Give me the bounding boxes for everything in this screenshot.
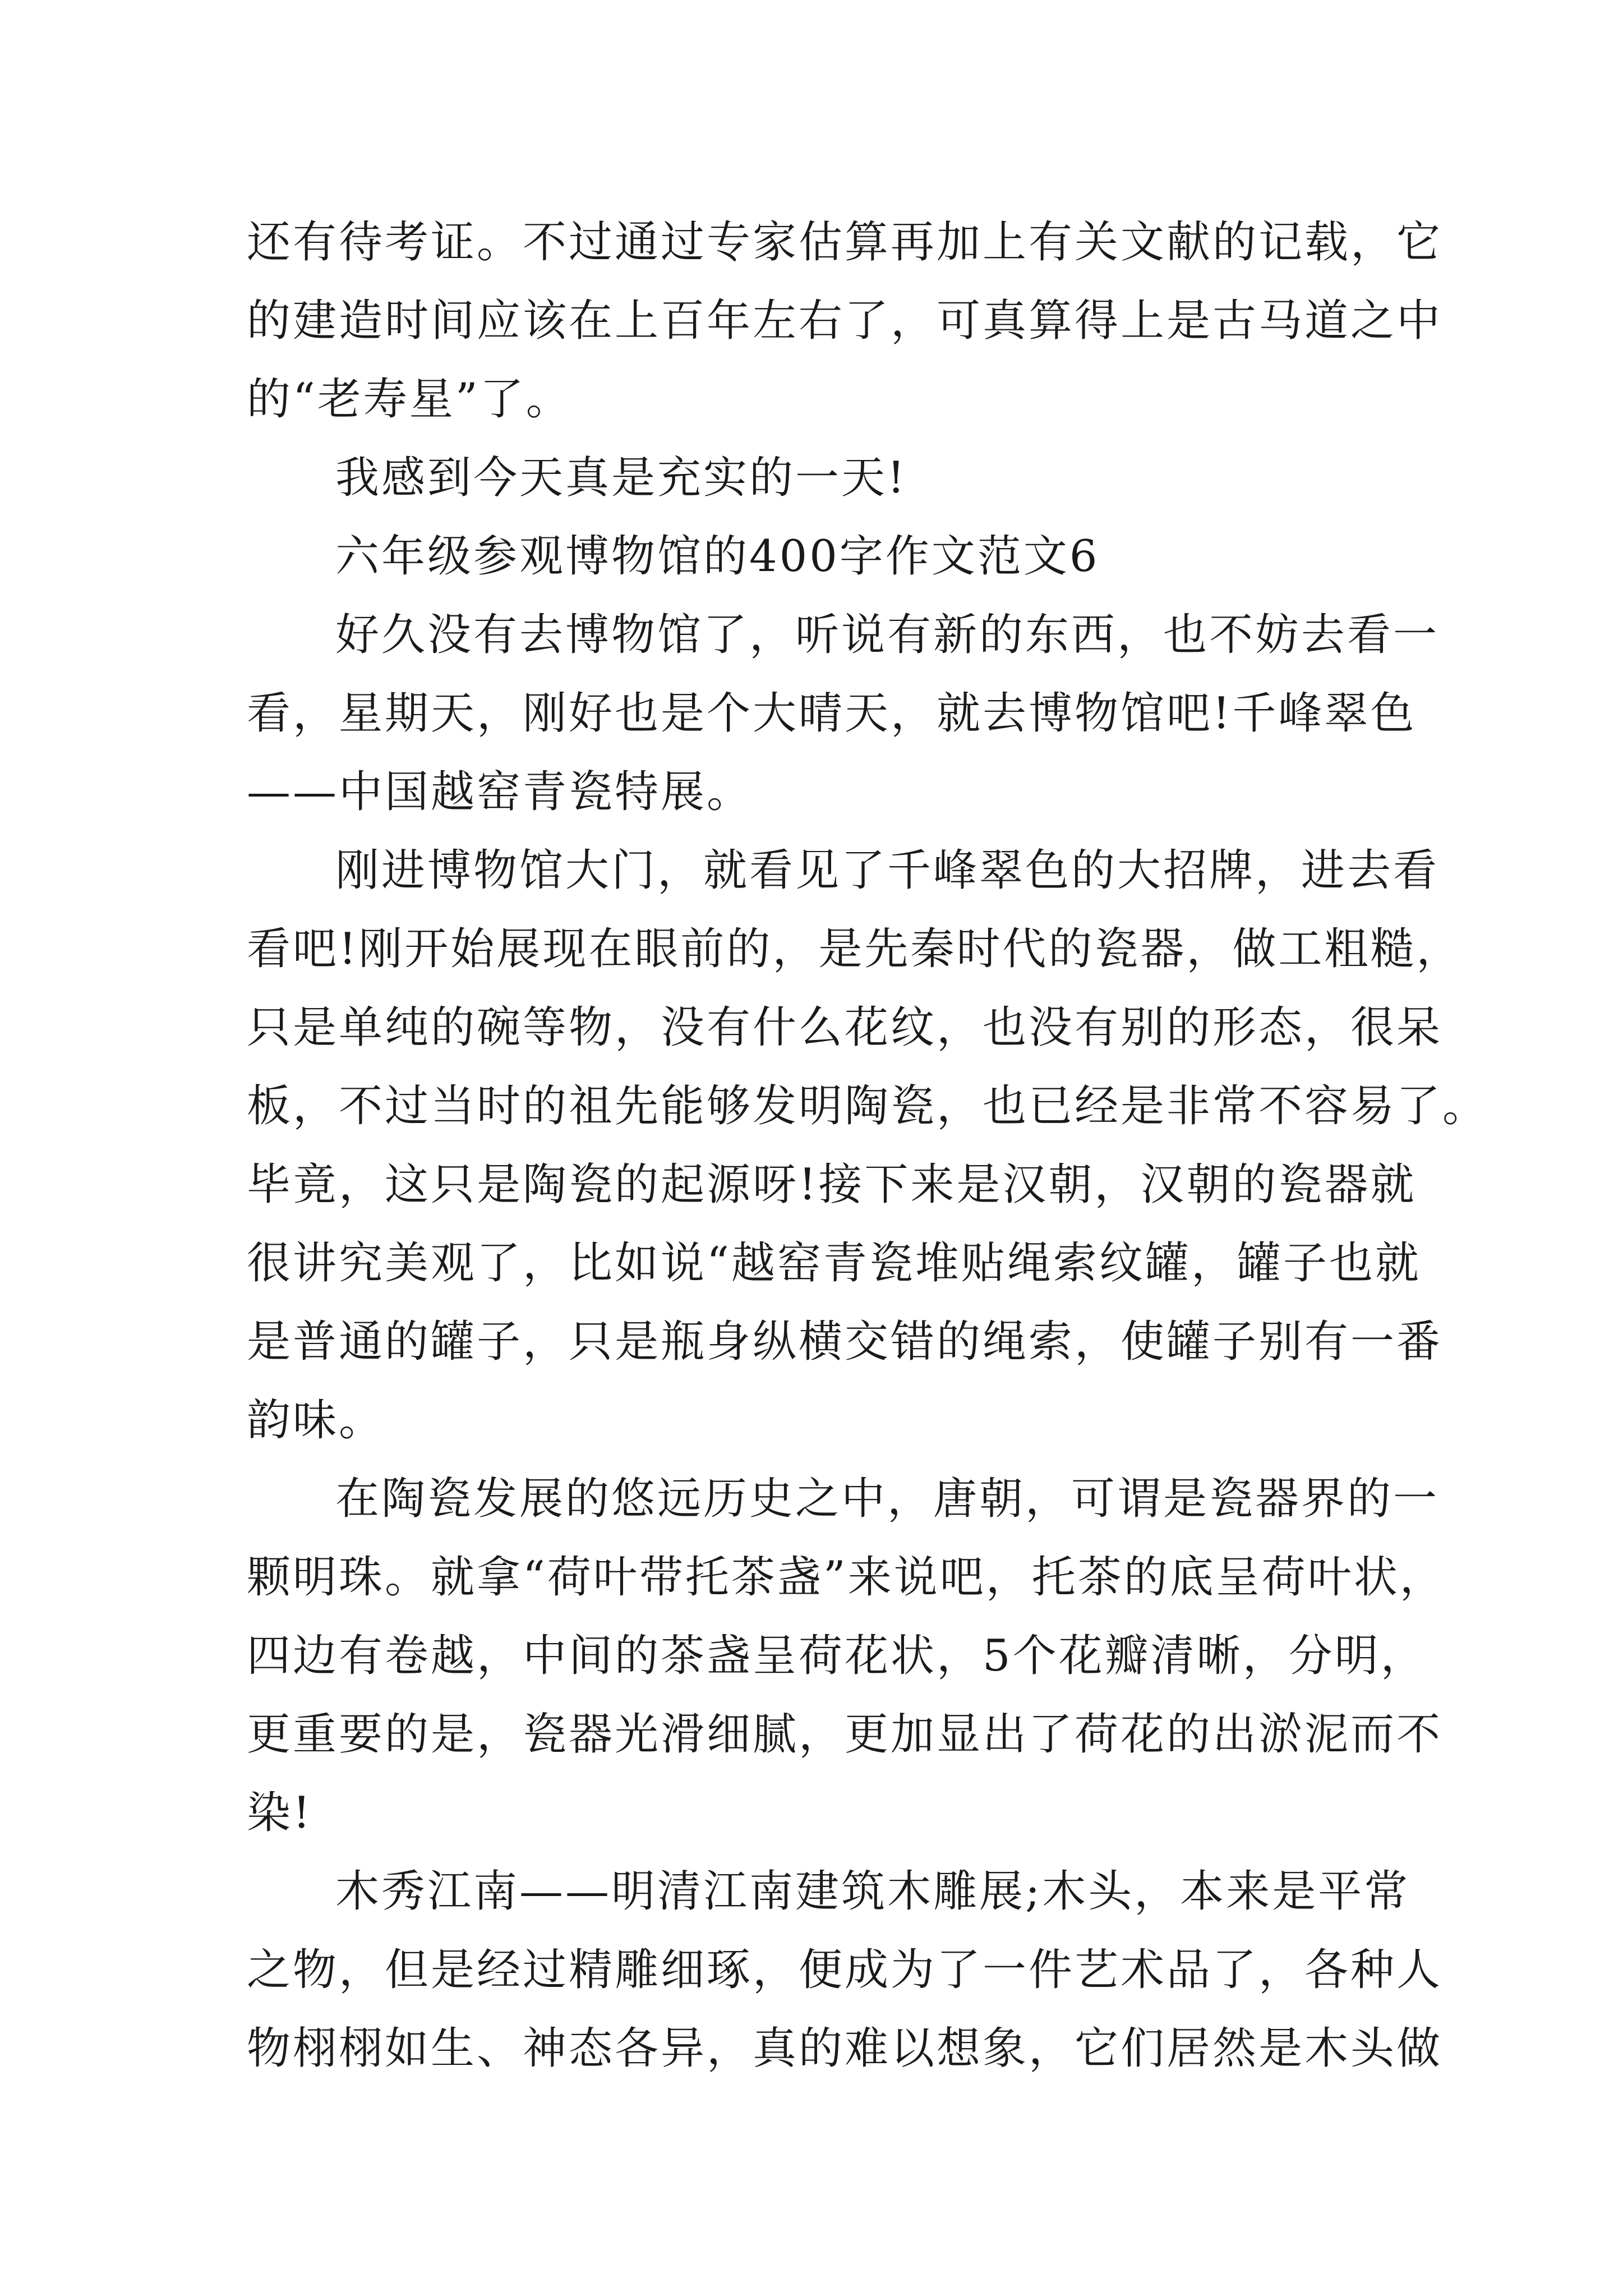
text-line: 之物，但是经过精雕细琢，便成为了一件艺术品了，各种人: [247, 1945, 1443, 1995]
text-line: 更重要的是，瓷器光滑细腻，更加显出了荷花的出淤泥而不: [247, 1709, 1443, 1760]
text-line: 板，不过当时的祖先能够发明陶瓷，也已经是非常不容易了。: [247, 1081, 1489, 1131]
text-line: 四边有卷越，中间的茶盏呈荷花状，5个花瓣清晰，分明，: [247, 1631, 1427, 1681]
text-line: 看，星期天，刚好也是个大晴天，就去博物馆吧!千峰翠色: [247, 688, 1417, 739]
text-line: 是普通的罐子，只是瓶身纵横交错的绳索，使罐子别有一番: [247, 1317, 1443, 1367]
text-line: ——中国越窑青瓷特展。: [247, 767, 753, 817]
section-heading: 六年级参观博物馆的400字作文范文6: [335, 531, 1100, 582]
text-line: 木秀江南——明清江南建筑木雕展;木头，本来是平常: [335, 1866, 1410, 1917]
text-line: 颗明珠。就拿“荷叶带托茶盏”来说吧，托茶的底呈荷叶状，: [247, 1552, 1446, 1603]
text-line: 物栩栩如生、神态各异，真的难以想象，它们居然是木头做: [247, 2023, 1443, 2074]
text-line: 我感到今天真是充实的一天!: [335, 453, 907, 503]
text-line: 的建造时间应该在上百年左右了，可真算得上是古马道之中: [247, 296, 1443, 346]
text-line: 毕竟，这只是陶瓷的起源呀!接下来是汉朝，汉朝的瓷器就: [247, 1159, 1417, 1210]
text-line: 好久没有去博物馆了，听说有新的东西，也不妨去看一: [335, 610, 1440, 660]
text-line: 染!: [247, 1788, 313, 1838]
text-line: 很讲究美观了，比如说“越窑青瓷堆贴绳索纹罐，罐子也就: [247, 1238, 1421, 1289]
text-line: 还有待考证。不过通过专家估算再加上有关文献的记载，它: [247, 217, 1443, 268]
text-line: 看吧!刚开始展现在眼前的，是先秦时代的瓷器，做工粗糙，: [247, 924, 1463, 974]
text-line: 刚进博物馆大门，就看见了千峰翠色的大招牌，进去看: [335, 845, 1440, 896]
text-line: 在陶瓷发展的悠远历史之中，唐朝，可谓是瓷器界的一: [335, 1474, 1440, 1524]
text-line: 只是单纯的碗等物，没有什么花纹，也没有别的形态，很呆: [247, 1002, 1443, 1053]
text-line: 韵味。: [247, 1395, 385, 1446]
text-line: 的“老寿星”了。: [247, 374, 572, 425]
